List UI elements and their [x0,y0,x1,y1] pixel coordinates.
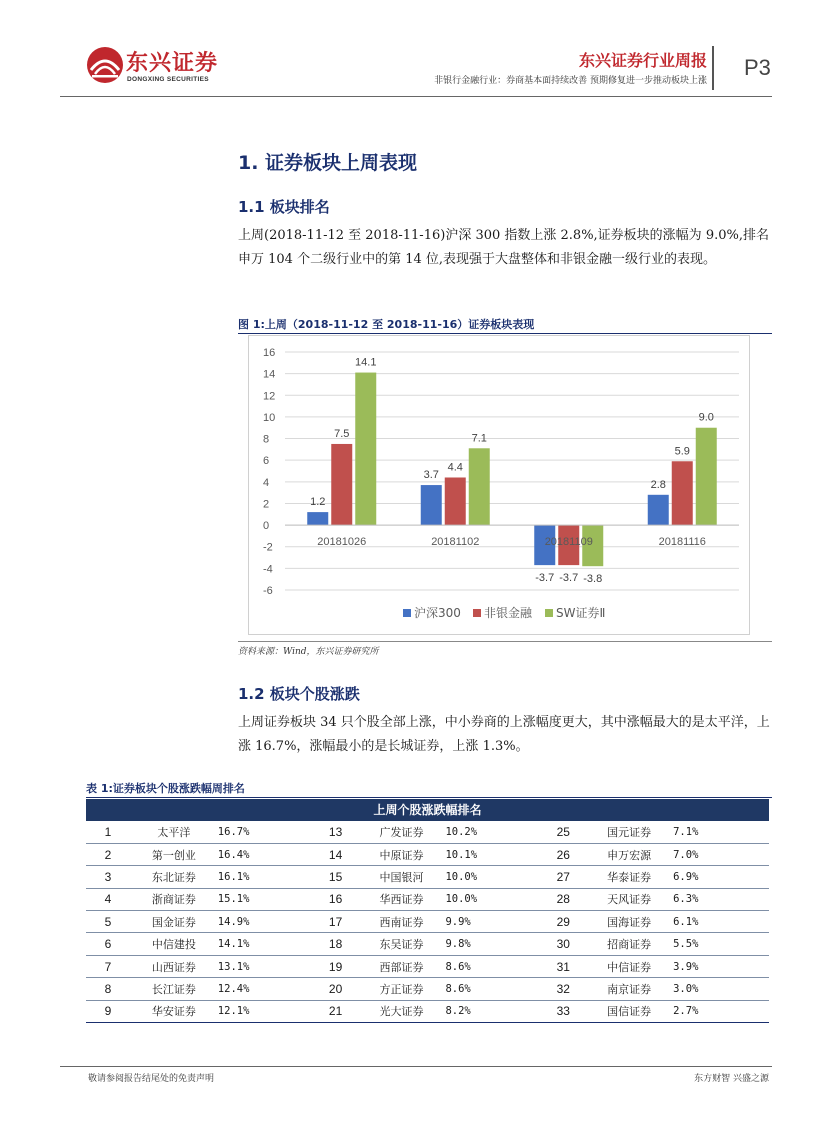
rank-cell: 2 [86,843,130,865]
stock-name-cell: 东吴证券 [358,933,446,955]
y-tick-label: 16 [263,347,276,359]
bar [648,495,669,525]
change-cell: 12.1% [218,1000,314,1022]
rank-cell: 16 [314,888,358,910]
data-label: 9.0 [698,411,714,424]
table-row [86,933,769,955]
stock-name-cell: 华西证券 [358,888,446,910]
change-cell: 6.9% [673,866,769,888]
data-label: -3.7 [559,572,579,585]
y-tick-label: 4 [263,476,270,489]
data-label: 7.1 [471,432,487,445]
logo-text-en: DONGXING SECURITIES [127,76,209,83]
stock-name-cell: 太平洋 [130,821,218,843]
rank-cell: 8 [86,978,130,1000]
figure-caption: 图 1:上周（2018-11-12 至 2018-11-16）证券板块表现 [238,318,535,331]
change-cell: 10.0% [445,866,541,888]
section-heading: 1. 证券板块上周表现 [238,152,418,174]
rank-cell: 29 [541,911,585,933]
stock-name-cell: 申万宏源 [585,843,673,865]
legend-swatch [403,609,411,617]
rank-cell: 32 [541,978,585,1000]
rank-cell: 3 [86,866,130,888]
rank-cell: 4 [86,888,130,910]
rank-cell: 13 [314,821,358,843]
page-number: P3 [744,55,771,80]
rank-cell: 21 [314,1000,358,1022]
rank-cell: 19 [314,955,358,977]
stock-name-cell: 招商证券 [585,933,673,955]
table-caption: 表 1:证券板块个股涨跌幅周排名 [86,782,245,795]
stock-name-cell: 南京证券 [585,978,673,1000]
table-row [86,888,769,910]
bar [331,444,352,525]
data-label: 7.5 [334,427,350,440]
stock-name-cell: 浙商证券 [130,888,218,910]
change-cell: 9.9% [445,911,541,933]
legend-swatch [545,609,553,617]
stock-name-cell: 山西证券 [130,955,218,977]
change-cell: 7.0% [673,843,769,865]
rank-cell: 31 [541,955,585,977]
table-row [86,911,769,933]
stock-name-cell: 中原证券 [358,843,446,865]
stock-name-cell: 长江证券 [130,978,218,1000]
y-tick-label: 12 [263,390,276,403]
change-cell: 7.1% [673,821,769,843]
stock-name-cell: 东北证券 [130,866,218,888]
y-tick-label: 14 [263,368,276,381]
y-tick-label: 8 [263,433,270,446]
y-tick-label: 6 [263,455,270,468]
data-label: -3.8 [583,573,603,586]
stock-name-cell: 天风证券 [585,888,673,910]
ranking-table [86,821,769,1023]
table-row [86,955,769,977]
company-logo [86,46,221,88]
stock-name-cell: 国金证券 [130,911,218,933]
rank-cell: 20 [314,978,358,1000]
bar [469,448,490,525]
subsection-heading-rank: 1.1 板块排名 [238,198,330,216]
source-rule [238,641,772,642]
figure-source: 资料来源：Wind，东兴证券研究所 [238,647,379,657]
change-cell: 3.9% [673,955,769,977]
change-cell: 5.5% [673,933,769,955]
paragraph-stocks: 上周证券板块 34 只个股全部上涨，中小券商的上涨幅度更大，其中涨幅最大的是太平洋，上涨 16.7%，涨幅最小的是长城证券，上涨 1.3%。 [238,715,770,754]
change-cell: 16.7% [218,821,314,843]
legend-label: 非银金融 [484,606,533,620]
rank-cell: 9 [86,1000,130,1022]
report-title: 东兴证券行业周报 [578,51,707,70]
y-tick-label: -6 [263,585,273,597]
change-cell: 14.1% [218,933,314,955]
bar-chart [248,335,750,635]
change-cell: 8.6% [445,978,541,1000]
change-cell: 15.1% [218,888,314,910]
table-caption-rule [86,797,772,798]
change-cell: 8.6% [445,955,541,977]
rank-cell: 17 [314,911,358,933]
x-tick-label: 20181026 [317,536,367,549]
bar [421,485,442,525]
rank-cell: 15 [314,866,358,888]
x-tick-label: 20181102 [431,536,480,549]
legend-label: 沪深300 [414,606,461,620]
change-cell: 10.0% [445,888,541,910]
rank-cell: 14 [314,843,358,865]
change-cell: 16.1% [218,866,314,888]
table-row [86,866,769,888]
logo-emblem-icon [86,46,124,84]
change-cell: 10.1% [445,843,541,865]
rank-cell: 18 [314,933,358,955]
stock-name-cell: 国元证券 [585,821,673,843]
y-tick-label: 10 [263,411,276,424]
footer-disclaimer: 敬请参阅报告结尾处的免责声明 [88,1074,215,1084]
header-rule [60,96,772,97]
stock-name-cell: 中信证券 [585,955,673,977]
change-cell: 10.2% [445,821,541,843]
stock-name-cell: 中信建投 [130,933,218,955]
bar [355,373,376,526]
change-cell: 3.0% [673,978,769,1000]
figure-caption-rule [238,333,772,334]
stock-name-cell: 光大证券 [358,1000,446,1022]
bar-chart-svg [249,336,751,636]
stock-name-cell: 西南证券 [358,911,446,933]
header-divider [712,46,714,90]
x-tick-label: 20181116 [658,536,706,549]
stock-name-cell: 中国银河 [358,866,446,888]
stock-name-cell: 华安证券 [130,1000,218,1022]
bar [696,428,717,525]
change-cell: 14.9% [218,911,314,933]
table-row [86,978,769,1000]
legend-label: SW证券Ⅱ [556,606,606,620]
subsection-heading-stocks: 1.2 板块个股涨跌 [238,685,360,703]
bar [672,461,693,525]
change-cell: 2.7% [673,1000,769,1022]
rank-cell: 5 [86,911,130,933]
change-cell: 8.2% [445,1000,541,1022]
data-label: 1.2 [310,496,326,509]
y-tick-label: -4 [263,563,273,576]
bar [307,512,328,525]
report-subtitle: 非银行金融行业：券商基本面持续改善 预期修复进一步推动板块上涨 [434,76,707,86]
paragraph-rank: 上周(2018-11-12 至 2018-11-16)沪深 300 指数上涨 2.8%,证券板块的涨幅为 9.0%,排名申万 104 个二级行业中的第 14 位,表现强于大盘整体和非银金融一级行业的表现。 [238,228,769,267]
table-row [86,821,769,843]
data-label: 4.4 [447,461,463,474]
y-tick-label: -2 [263,541,273,554]
change-cell: 13.1% [218,955,314,977]
y-tick-label: 0 [263,520,270,533]
rank-cell: 26 [541,843,585,865]
bar [445,477,466,525]
rank-cell: 6 [86,933,130,955]
y-tick-label: 2 [263,498,270,511]
data-label: 5.9 [674,445,690,458]
footer-rule [60,1066,772,1067]
rank-cell: 1 [86,821,130,843]
rank-cell: 7 [86,955,130,977]
logo-text-cn: 东兴证券 [126,51,219,76]
stock-name-cell: 华泰证券 [585,866,673,888]
rank-cell: 33 [541,1000,585,1022]
legend-swatch [473,609,481,617]
stock-name-cell: 方正证券 [358,978,446,1000]
table-header: 上周个股涨跌幅排名 [86,799,769,821]
change-cell: 6.1% [673,911,769,933]
table-row [86,843,769,865]
footer-slogan: 东方财智 兴盛之源 [694,1074,769,1084]
change-cell: 16.4% [218,843,314,865]
rank-cell: 28 [541,888,585,910]
rank-cell: 27 [541,866,585,888]
data-label: 3.7 [423,469,439,482]
stock-name-cell: 国海证券 [585,911,673,933]
stock-name-cell: 西部证券 [358,955,446,977]
change-cell: 12.4% [218,978,314,1000]
data-label: 14.1 [355,356,377,369]
data-label: -3.7 [535,572,555,585]
change-cell: 6.3% [673,888,769,910]
table-row [86,1000,769,1022]
stock-name-cell: 第一创业 [130,843,218,865]
data-label: 2.8 [650,478,666,491]
rank-cell: 30 [541,933,585,955]
rank-cell: 25 [541,821,585,843]
stock-name-cell: 国信证券 [585,1000,673,1022]
x-tick-label: 20181109 [544,536,593,549]
change-cell: 9.8% [445,933,541,955]
stock-name-cell: 广发证券 [358,821,446,843]
